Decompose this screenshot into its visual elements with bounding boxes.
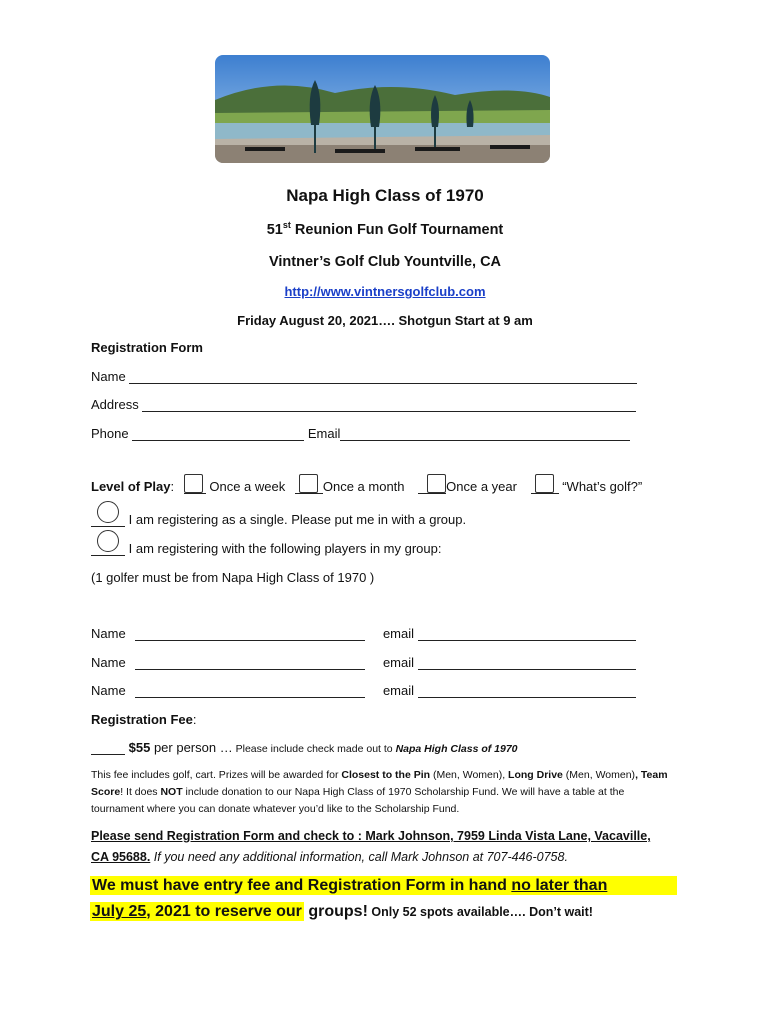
mailing-contact <box>91 850 568 864</box>
name-row <box>91 369 637 384</box>
level-colon: : <box>170 479 175 494</box>
checkbox-once-a-year[interactable] <box>427 474 446 493</box>
fee-details-text: include donation to our Napa High Class of 1970 Scholarship Fund. We will have a table at the tournament where you can donate whatever you’d like to the Scholarship Fund. <box>91 786 625 815</box>
name-label: Name <box>91 369 126 384</box>
phone-label: Phone <box>91 426 129 441</box>
prize-team-score: , Team Score <box>91 769 668 798</box>
club-website-link[interactable]: http://www.vintnersgolfclub.com <box>284 284 486 299</box>
mailing-address: Please send Registration Form and check to : Mark Johnson, 7959 Linda Vista Lane, Vacaville, <box>91 829 651 843</box>
player-email-label: email <box>382 626 415 641</box>
form-heading: Registration Form <box>91 340 203 355</box>
prize-long-drive: Long Drive <box>508 769 563 781</box>
fee-details-text: ! It does <box>120 786 161 798</box>
spots-available: Only 52 spots available…. Don’t wait! <box>367 905 593 919</box>
venue: Vintner’s Golf Club Yountville, CA <box>268 254 502 270</box>
player-2-email-field[interactable] <box>418 656 636 670</box>
single-text: I am registering as a single. Please put me in with a group. <box>128 512 467 527</box>
fee-amount: $55 <box>128 740 151 755</box>
prize-closest-to-pin: Closest to the Pin <box>341 769 431 781</box>
player-row-2 <box>91 655 636 670</box>
level-label: Level of Play <box>91 479 171 494</box>
deadline-no-later: no later than <box>511 877 608 894</box>
player-3-name-field[interactable] <box>135 684 365 698</box>
player-3-email-field[interactable] <box>418 684 636 698</box>
group-note: (1 golfer must be from Napa High Class of 1970 ) <box>91 570 375 585</box>
mailing-zip: CA 95688. <box>91 850 151 864</box>
player-name-label: Name <box>91 626 126 641</box>
group-row <box>91 530 442 556</box>
player-email-label: email <box>382 683 415 698</box>
fee-line <box>91 740 518 755</box>
contact-info: If you need any additional information, call Mark Johnson at 707-446-0758. <box>150 850 568 864</box>
player-1-email-field[interactable] <box>418 627 636 641</box>
email-field[interactable] <box>340 427 630 441</box>
single-row <box>91 501 466 527</box>
fee-colon: : <box>192 712 197 727</box>
phone-email-row <box>91 426 630 441</box>
player-row-3 <box>91 683 636 698</box>
group-text: I am registering with the following players in my group: <box>128 541 442 556</box>
name-field[interactable] <box>129 370 637 384</box>
phone-field[interactable] <box>132 427 304 441</box>
deadline-groups: groups! <box>303 903 368 920</box>
level-of-play-row <box>91 474 642 494</box>
subtitle-ordinal: st <box>282 220 291 230</box>
deadline-highlight <box>90 902 304 921</box>
address-field[interactable] <box>142 398 636 412</box>
fee-details <box>91 767 671 818</box>
deadline-line-2 <box>90 903 593 921</box>
option-whats-golf: “What’s golf?” <box>562 479 643 494</box>
subtitle-text: Reunion Fun Golf Tournament <box>290 221 504 238</box>
option-once-a-year: Once a year <box>446 479 517 494</box>
checkbox-once-a-month[interactable] <box>299 474 318 493</box>
option-once-a-week: Once a week <box>209 479 286 494</box>
deadline-highlight <box>90 876 677 895</box>
deadline-text: , 2021 to reserve our <box>146 903 302 920</box>
option-once-a-month: Once a month <box>322 479 405 494</box>
check-note: Please include check made out to <box>232 743 396 755</box>
deadline-date: July 25 <box>92 903 147 920</box>
radio-group[interactable] <box>97 530 119 552</box>
address-row <box>91 397 636 412</box>
fee-not: NOT <box>160 786 183 798</box>
event-date: Friday August 20, 2021…. Shotgun Start at 9 am <box>237 313 533 328</box>
fee-heading-text: Registration Fee <box>91 712 193 727</box>
player-1-name-field[interactable] <box>135 627 365 641</box>
player-row-1 <box>91 626 636 641</box>
fee-details-text: (Men, Women), <box>430 769 509 781</box>
fee-details-text: (Men, Women) <box>562 769 636 781</box>
deadline-text: We must have entry fee and Registration Form in hand <box>92 877 512 894</box>
radio-single[interactable] <box>97 501 119 523</box>
golf-club-photo <box>215 55 550 163</box>
player-name-label: Name <box>91 655 126 670</box>
checkbox-whats-golf[interactable] <box>535 474 554 493</box>
fee-details-text: This fee includes golf, cart. Prizes will be awarded for <box>91 769 342 781</box>
subtitle-number: 51 <box>266 221 283 238</box>
email-label: Email <box>307 426 341 441</box>
deadline-line-1 <box>90 877 677 895</box>
page-title: Napa High Class of 1970 <box>286 186 484 205</box>
player-email-label: email <box>382 655 415 670</box>
fee-heading <box>91 712 196 727</box>
player-2-name-field[interactable] <box>135 656 365 670</box>
player-name-label: Name <box>91 683 126 698</box>
tournament-subtitle <box>0 220 770 238</box>
address-label: Address <box>91 397 139 412</box>
checkbox-once-a-week[interactable] <box>184 474 203 493</box>
check-payee: Napa High Class of 1970 <box>395 743 518 755</box>
fee-blank[interactable] <box>91 741 125 755</box>
fee-per-person: per person … <box>150 740 233 755</box>
